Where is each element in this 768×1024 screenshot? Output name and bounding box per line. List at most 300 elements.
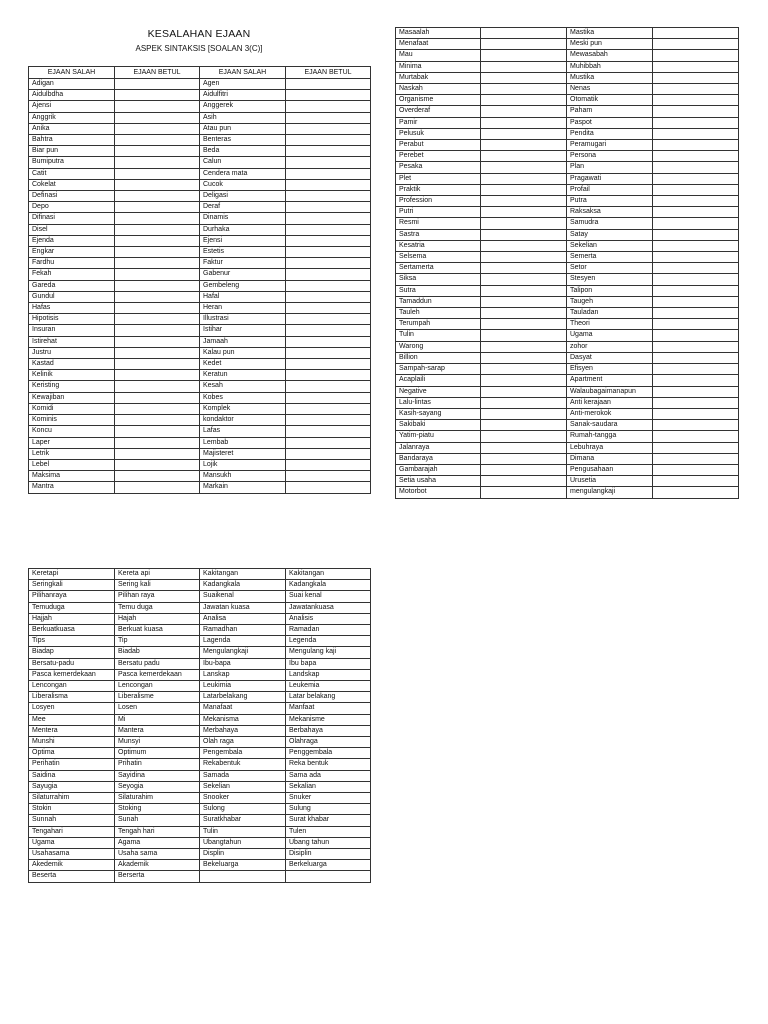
table-cell: Stoking bbox=[115, 804, 200, 815]
table-cell bbox=[286, 213, 371, 224]
table-cell: Pesaka bbox=[396, 162, 481, 173]
table-cell: Sama ada bbox=[286, 770, 371, 781]
table-cell bbox=[481, 196, 567, 207]
table-cell bbox=[653, 240, 739, 251]
table-row bbox=[29, 235, 371, 246]
table-cell: Keratun bbox=[200, 370, 286, 381]
table-cell bbox=[481, 252, 567, 263]
table-cell bbox=[653, 84, 739, 95]
table-cell: Catit bbox=[29, 168, 115, 179]
table-cell: Silaturrahim bbox=[29, 793, 115, 804]
table-cell: Sunah bbox=[115, 815, 200, 826]
table-cell: Akedemik bbox=[29, 860, 115, 871]
table-cell: kondaktor bbox=[200, 415, 286, 426]
table-cell: Nenas bbox=[567, 84, 653, 95]
table-cell: Durhaka bbox=[200, 224, 286, 235]
table-cell: Seringkali bbox=[29, 580, 115, 591]
table-row bbox=[29, 459, 371, 470]
table-cell: Lafas bbox=[200, 426, 286, 437]
table-cell: Majisteret bbox=[200, 448, 286, 459]
table-row bbox=[29, 426, 371, 437]
table-row bbox=[29, 770, 371, 781]
table-cell bbox=[286, 224, 371, 235]
table-cell bbox=[115, 90, 200, 101]
table-cell: Disiplin bbox=[286, 849, 371, 860]
table-cell bbox=[481, 397, 567, 408]
table-cell: Biar pun bbox=[29, 146, 115, 157]
table-row bbox=[29, 325, 371, 336]
table-cell bbox=[115, 392, 200, 403]
table-cell: Organisme bbox=[396, 95, 481, 106]
table-row bbox=[29, 168, 371, 179]
table-cell: Ugama bbox=[29, 837, 115, 848]
table-cell bbox=[481, 285, 567, 296]
table-cell: Tip bbox=[115, 636, 200, 647]
table-cell: Latarbelakang bbox=[200, 692, 286, 703]
table-cell: Samada bbox=[200, 770, 286, 781]
table-cell: Meski pun bbox=[567, 39, 653, 50]
table-cell: Mengulangkaji bbox=[200, 647, 286, 658]
table-row bbox=[396, 173, 739, 184]
table-cell bbox=[115, 79, 200, 90]
table-cell: Sakibaki bbox=[396, 420, 481, 431]
table-cell: Fardhu bbox=[29, 258, 115, 269]
table-cell bbox=[653, 252, 739, 263]
table-row bbox=[29, 191, 371, 202]
table-cell bbox=[481, 117, 567, 128]
table-cell: Lebuhraya bbox=[567, 442, 653, 453]
table-cell: Kastad bbox=[29, 359, 115, 370]
table-row bbox=[396, 330, 739, 341]
table-row bbox=[29, 647, 371, 658]
table-cell: Liberalisme bbox=[115, 692, 200, 703]
table-cell: Praktik bbox=[396, 184, 481, 195]
table-cell bbox=[481, 308, 567, 319]
table-cell bbox=[115, 179, 200, 190]
table-cell: Beserta bbox=[29, 871, 115, 882]
table-row bbox=[396, 240, 739, 251]
table-row bbox=[29, 123, 371, 134]
table-cell: Talipon bbox=[567, 285, 653, 296]
spelling-table-3 bbox=[28, 568, 371, 883]
table-row bbox=[29, 636, 371, 647]
table-cell: Plet bbox=[396, 173, 481, 184]
table-cell bbox=[286, 191, 371, 202]
table-cell: Kesah bbox=[200, 381, 286, 392]
table-row bbox=[29, 258, 371, 269]
table-cell: Markain bbox=[200, 482, 286, 493]
table-cell: Leukemia bbox=[286, 681, 371, 692]
table-cell bbox=[481, 207, 567, 218]
table-cell bbox=[653, 431, 739, 442]
table-cell: Snuker bbox=[286, 793, 371, 804]
table-cell bbox=[653, 229, 739, 240]
table-cell: Analisa bbox=[200, 613, 286, 624]
table-row bbox=[29, 269, 371, 280]
table-cell bbox=[653, 296, 739, 307]
table-row bbox=[29, 815, 371, 826]
table-cell: Mengulang kaji bbox=[286, 647, 371, 658]
table-row bbox=[29, 247, 371, 258]
table-row bbox=[396, 431, 739, 442]
table-cell bbox=[115, 123, 200, 134]
table-cell: Lencongan bbox=[115, 681, 200, 692]
table-cell: Keretapi bbox=[29, 569, 115, 580]
table-row bbox=[29, 179, 371, 190]
table-cell: Sastra bbox=[396, 229, 481, 240]
table-cell: Kelinik bbox=[29, 370, 115, 381]
table-cell: Walaubagaimanapun bbox=[567, 386, 653, 397]
table-cell bbox=[653, 386, 739, 397]
table-cell: Ubangtahun bbox=[200, 837, 286, 848]
table-cell bbox=[115, 191, 200, 202]
table-cell: Semerta bbox=[567, 252, 653, 263]
table-cell bbox=[653, 453, 739, 464]
table-row bbox=[396, 364, 739, 375]
table-cell: Kobes bbox=[200, 392, 286, 403]
table-cell: Calun bbox=[200, 157, 286, 168]
table-cell: Pendita bbox=[567, 128, 653, 139]
table-cell: Silaturahim bbox=[115, 793, 200, 804]
table-row bbox=[29, 737, 371, 748]
column-header: EJAAN SALAH bbox=[29, 67, 115, 79]
table-cell: Ubang tahun bbox=[286, 837, 371, 848]
table-cell: Saidina bbox=[29, 770, 115, 781]
table-row bbox=[29, 703, 371, 714]
table-cell: Sertamerta bbox=[396, 263, 481, 274]
table-cell: Gundul bbox=[29, 291, 115, 302]
table-cell: Berkeluarga bbox=[286, 860, 371, 871]
table-cell: Istirehat bbox=[29, 336, 115, 347]
table-cell: Istihar bbox=[200, 325, 286, 336]
table-cell bbox=[115, 359, 200, 370]
table-cell: Letrik bbox=[29, 448, 115, 459]
table-cell: Jawatan kuasa bbox=[200, 602, 286, 613]
table-cell: Perebet bbox=[396, 151, 481, 162]
table-row bbox=[396, 140, 739, 151]
table-cell: Laper bbox=[29, 437, 115, 448]
table-cell: Agama bbox=[115, 837, 200, 848]
table-cell: Tamaddun bbox=[396, 296, 481, 307]
table-cell: Ejensi bbox=[200, 235, 286, 246]
table-row bbox=[396, 420, 739, 431]
table-cell bbox=[286, 359, 371, 370]
table-cell bbox=[286, 269, 371, 280]
table-cell bbox=[286, 871, 371, 882]
table-cell: Setia usaha bbox=[396, 476, 481, 487]
table-cell bbox=[653, 184, 739, 195]
spelling-table-1 bbox=[28, 66, 371, 494]
table-cell: Keristing bbox=[29, 381, 115, 392]
table-cell: Illustrasi bbox=[200, 314, 286, 325]
table-cell: Kominis bbox=[29, 415, 115, 426]
table-cell bbox=[481, 162, 567, 173]
table-cell: Siksa bbox=[396, 274, 481, 285]
table-cell: Mastika bbox=[567, 28, 653, 39]
table-cell: Berbahaya bbox=[286, 725, 371, 736]
table-cell: Sunnah bbox=[29, 815, 115, 826]
table-cell: Fekah bbox=[29, 269, 115, 280]
table-cell: Optimum bbox=[115, 748, 200, 759]
table-cell bbox=[653, 196, 739, 207]
table-cell: Peramugari bbox=[567, 140, 653, 151]
table-cell: Ramadhan bbox=[200, 625, 286, 636]
table-cell bbox=[653, 285, 739, 296]
table-row bbox=[396, 106, 739, 117]
table-cell bbox=[286, 482, 371, 493]
table-cell: Lojik bbox=[200, 459, 286, 470]
table-cell: Benteras bbox=[200, 135, 286, 146]
table-cell bbox=[115, 336, 200, 347]
table-row bbox=[396, 39, 739, 50]
table-cell bbox=[481, 442, 567, 453]
table-cell: Definasi bbox=[29, 191, 115, 202]
table-cell bbox=[115, 437, 200, 448]
table-cell: Tengahari bbox=[29, 826, 115, 837]
table-cell: Paspot bbox=[567, 117, 653, 128]
table-row bbox=[29, 347, 371, 358]
table-cell: Anti-merokok bbox=[567, 408, 653, 419]
table-row bbox=[396, 252, 739, 263]
table-cell: Losyen bbox=[29, 703, 115, 714]
table-cell: Olahraga bbox=[286, 737, 371, 748]
table-row bbox=[396, 341, 739, 352]
table-cell bbox=[481, 453, 567, 464]
table-cell: Manfaat bbox=[286, 703, 371, 714]
table-cell: Billion bbox=[396, 352, 481, 363]
table-cell: Menafaat bbox=[396, 39, 481, 50]
table-row bbox=[396, 397, 739, 408]
table-cell: Agen bbox=[200, 79, 286, 90]
table-cell bbox=[286, 459, 371, 470]
table-cell bbox=[115, 291, 200, 302]
table-cell: Sanak-saudara bbox=[567, 420, 653, 431]
table-cell bbox=[481, 128, 567, 139]
table-row bbox=[29, 759, 371, 770]
table-cell bbox=[115, 471, 200, 482]
table-cell bbox=[286, 471, 371, 482]
table-cell bbox=[653, 28, 739, 39]
table-cell bbox=[286, 448, 371, 459]
table-cell: Biadap bbox=[29, 647, 115, 658]
table-row bbox=[29, 448, 371, 459]
table-row bbox=[29, 569, 371, 580]
table-cell: Profession bbox=[396, 196, 481, 207]
table-cell bbox=[481, 28, 567, 39]
table-cell bbox=[653, 39, 739, 50]
table-cell bbox=[653, 140, 739, 151]
table-cell bbox=[286, 303, 371, 314]
table-row bbox=[396, 128, 739, 139]
table-cell: Bahtra bbox=[29, 135, 115, 146]
table-cell: Bandaraya bbox=[396, 453, 481, 464]
table-row bbox=[396, 72, 739, 83]
table-cell: Mekanisme bbox=[286, 714, 371, 725]
table-cell bbox=[653, 106, 739, 117]
table-row bbox=[29, 613, 371, 624]
table-cell: Jamaah bbox=[200, 336, 286, 347]
table-cell: Pilihanraya bbox=[29, 591, 115, 602]
table-row bbox=[396, 487, 739, 498]
table-row bbox=[396, 151, 739, 162]
table-cell: Sulong bbox=[200, 804, 286, 815]
table-cell bbox=[653, 308, 739, 319]
table-row bbox=[396, 308, 739, 319]
table-cell bbox=[115, 314, 200, 325]
table-cell: Asih bbox=[200, 112, 286, 123]
table-cell: Stesyen bbox=[567, 274, 653, 285]
table-cell bbox=[653, 476, 739, 487]
table-cell bbox=[286, 135, 371, 146]
table-cell: Prihatin bbox=[115, 759, 200, 770]
table-cell: Suratkhabar bbox=[200, 815, 286, 826]
table-cell: Motorbot bbox=[396, 487, 481, 498]
table-cell: Jawatankuasa bbox=[286, 602, 371, 613]
table-cell: Maksima bbox=[29, 471, 115, 482]
table-cell: Tulen bbox=[286, 826, 371, 837]
table-cell: Cendera mata bbox=[200, 168, 286, 179]
table-cell: Ajensi bbox=[29, 101, 115, 112]
table-cell: Difinasi bbox=[29, 213, 115, 224]
table-cell bbox=[286, 314, 371, 325]
table-cell: Deraf bbox=[200, 202, 286, 213]
table-cell bbox=[115, 303, 200, 314]
table-cell bbox=[115, 482, 200, 493]
table-cell: Profail bbox=[567, 184, 653, 195]
table-cell: Hajah bbox=[115, 613, 200, 624]
table-cell: mengulangkaji bbox=[567, 487, 653, 498]
table-cell: Berkuatkuasa bbox=[29, 625, 115, 636]
table-cell: Rekabentuk bbox=[200, 759, 286, 770]
table-cell: Pasca kemerdekaan bbox=[29, 669, 115, 680]
table-cell: Mi bbox=[115, 714, 200, 725]
table-cell: Akademik bbox=[115, 860, 200, 871]
table-cell: Anggrik bbox=[29, 112, 115, 123]
table-cell: Mantera bbox=[115, 725, 200, 736]
table-cell bbox=[653, 173, 739, 184]
table-row bbox=[396, 386, 739, 397]
table-row bbox=[396, 408, 739, 419]
table-row bbox=[29, 681, 371, 692]
table-cell: Latar belakang bbox=[286, 692, 371, 703]
table-cell: Sering kali bbox=[115, 580, 200, 591]
table-row bbox=[396, 162, 739, 173]
table-cell: Disel bbox=[29, 224, 115, 235]
table-cell bbox=[115, 381, 200, 392]
table-cell: Mewasabah bbox=[567, 50, 653, 61]
table-cell bbox=[481, 386, 567, 397]
table-cell: Ugama bbox=[567, 330, 653, 341]
table-cell bbox=[653, 151, 739, 162]
table-cell bbox=[481, 263, 567, 274]
table-row bbox=[29, 781, 371, 792]
table-cell: Putri bbox=[396, 207, 481, 218]
table-cell: Pragawati bbox=[567, 173, 653, 184]
table-row bbox=[396, 207, 739, 218]
table-row bbox=[29, 804, 371, 815]
table-cell: Kewajiban bbox=[29, 392, 115, 403]
table-row bbox=[396, 375, 739, 386]
table-cell bbox=[653, 117, 739, 128]
table-cell: Berkuat kuasa bbox=[115, 625, 200, 636]
table-cell: Kasih-sayang bbox=[396, 408, 481, 419]
table-cell: Liberalisma bbox=[29, 692, 115, 703]
table-cell bbox=[286, 336, 371, 347]
column-header: EJAAN SALAH bbox=[200, 67, 286, 79]
table-cell bbox=[286, 179, 371, 190]
table-row bbox=[396, 196, 739, 207]
table-row bbox=[29, 392, 371, 403]
table-cell: Mau bbox=[396, 50, 481, 61]
table-row bbox=[396, 218, 739, 229]
table-cell bbox=[653, 364, 739, 375]
table-cell bbox=[653, 487, 739, 498]
table-cell: Bersatu-padu bbox=[29, 658, 115, 669]
table-cell: Pamir bbox=[396, 117, 481, 128]
table-cell bbox=[286, 235, 371, 246]
table-cell bbox=[481, 364, 567, 375]
table-cell: Komplek bbox=[200, 403, 286, 414]
table-row bbox=[29, 580, 371, 591]
table-row bbox=[29, 591, 371, 602]
table-cell: Aidulfitri bbox=[200, 90, 286, 101]
table-cell: Pelusuk bbox=[396, 128, 481, 139]
table-row bbox=[29, 871, 371, 882]
table-cell: Displin bbox=[200, 849, 286, 860]
table-cell: Lagenda bbox=[200, 636, 286, 647]
table-cell: Dinamis bbox=[200, 213, 286, 224]
table-cell: Sekelian bbox=[200, 781, 286, 792]
table-row bbox=[396, 28, 739, 39]
table-cell bbox=[653, 330, 739, 341]
table-cell: Suaikenal bbox=[200, 591, 286, 602]
table-cell: Lembab bbox=[200, 437, 286, 448]
table-cell: Pengembala bbox=[200, 748, 286, 759]
table-cell bbox=[481, 330, 567, 341]
table-row bbox=[29, 280, 371, 291]
table-cell bbox=[653, 352, 739, 363]
table-row bbox=[29, 79, 371, 90]
table-cell bbox=[481, 61, 567, 72]
table-cell: Gareda bbox=[29, 280, 115, 291]
table-cell bbox=[286, 123, 371, 134]
table-cell bbox=[481, 39, 567, 50]
table-cell: Olah raga bbox=[200, 737, 286, 748]
table-cell bbox=[115, 112, 200, 123]
table-cell: Usaha sama bbox=[115, 849, 200, 860]
table-cell bbox=[481, 84, 567, 95]
table-cell: Heran bbox=[200, 303, 286, 314]
table-cell bbox=[481, 274, 567, 285]
table-cell: Cucok bbox=[200, 179, 286, 190]
table-cell bbox=[286, 79, 371, 90]
table-cell: Aidulbdha bbox=[29, 90, 115, 101]
table-cell: Adigan bbox=[29, 79, 115, 90]
table-cell bbox=[286, 247, 371, 258]
table-cell: Ibu-bapa bbox=[200, 658, 286, 669]
table-cell: Rumah-tangga bbox=[567, 431, 653, 442]
table-row bbox=[396, 442, 739, 453]
table-cell bbox=[481, 50, 567, 61]
table-row bbox=[29, 381, 371, 392]
table-cell: Sampah-sarap bbox=[396, 364, 481, 375]
table-cell: Overderaf bbox=[396, 106, 481, 117]
table-cell bbox=[481, 240, 567, 251]
table-header-row bbox=[29, 67, 371, 79]
table-cell bbox=[481, 319, 567, 330]
table-cell: Bekeluarga bbox=[200, 860, 286, 871]
table-cell bbox=[286, 112, 371, 123]
